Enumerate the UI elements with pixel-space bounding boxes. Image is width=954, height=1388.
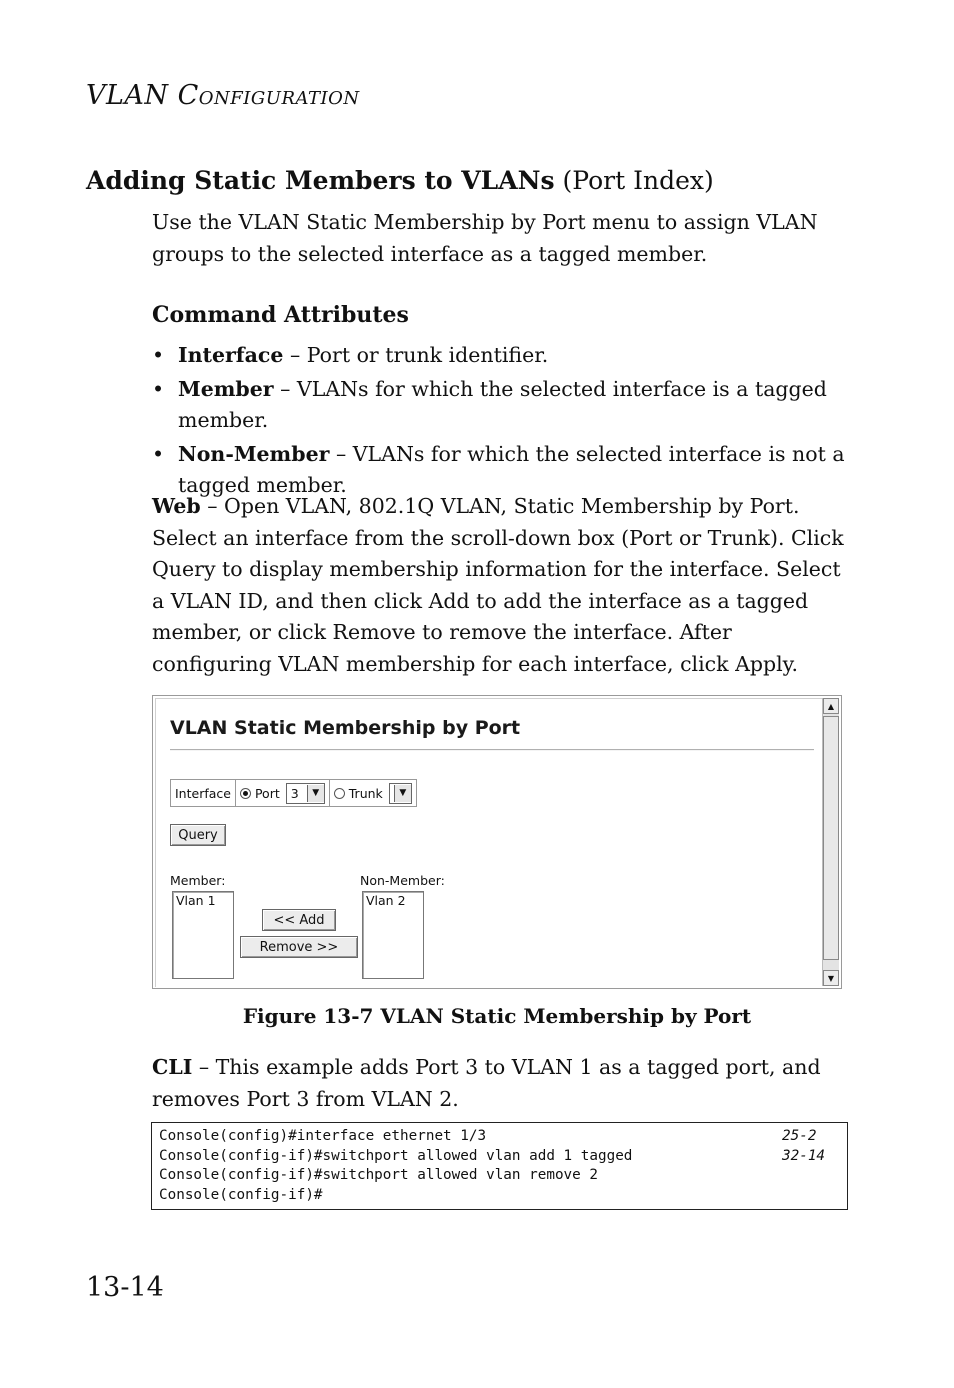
bullet-icon: • (152, 441, 165, 466)
bullet-icon: • (152, 343, 165, 367)
code-line (159, 1127, 840, 1147)
screenshot-frame (152, 695, 842, 989)
running-header-rest: ONFIGURATION (198, 88, 360, 109)
screenshot-title: VLAN Static Membership by Port (170, 717, 521, 739)
scroll-down-icon[interactable]: ▼ (823, 970, 839, 986)
attribute-desc: – VLANs for which the selected interface is not a tagged member. (178, 441, 845, 497)
member-label: Member: (170, 873, 226, 888)
attribute-item-interface (152, 340, 852, 372)
non-member-label: Non-Member: (360, 873, 445, 888)
cli-code-block (151, 1122, 848, 1210)
figure-caption: Figure 13-7 VLAN Static Membership by Port (242, 1004, 752, 1028)
code-command: Console(config-if)# (159, 1186, 323, 1203)
scroll-up-icon[interactable]: ▲ (823, 698, 839, 714)
code-line (159, 1147, 840, 1167)
web-label: Web (152, 494, 201, 518)
section-title (86, 166, 714, 195)
attribute-term: Non-Member (178, 441, 330, 466)
title-divider (170, 749, 814, 751)
attribute-list (152, 340, 852, 504)
list-item[interactable]: Vlan 1 (176, 893, 216, 908)
chevron-down-icon[interactable]: ▼ (394, 785, 411, 802)
cli-paragraph (152, 1052, 852, 1115)
code-command: Console(config-if)#switchport allowed vlan add 1 tagged (159, 1147, 633, 1164)
attribute-term: Interface (178, 343, 284, 367)
list-item[interactable]: Vlan 2 (366, 893, 406, 908)
trunk-option (330, 780, 416, 806)
attribute-item-member (152, 374, 852, 437)
bullet-icon: • (152, 376, 165, 401)
port-radio[interactable] (240, 788, 251, 799)
trunk-select[interactable] (389, 783, 412, 804)
page-number: 13-14 (86, 1272, 164, 1303)
section-title-bold: Adding Static Members to VLANs (86, 166, 555, 195)
web-paragraph (152, 491, 852, 680)
port-label: Port (254, 785, 280, 801)
non-member-listbox[interactable] (362, 891, 424, 979)
web-text: – Open VLAN, 802.1Q VLAN, Static Membership by Port. Select an interface from the scroll-down box (Port or Trunk). Click Query to display membership information for the interface. Select a VLAN ID, and then click Add to add the interface as a tagged member, or click Remove to remove the interface. After configuring VLAN membership for each interface, click Apply. (152, 494, 844, 676)
running-header-lead: VLAN C (86, 80, 199, 111)
code-command: Console(config)#interface ethernet 1/3 (159, 1128, 487, 1144)
screenshot-content (155, 698, 822, 987)
port-option (236, 780, 330, 806)
cli-label: CLI (152, 1055, 193, 1079)
vertical-scrollbar[interactable] (822, 698, 839, 986)
member-listbox[interactable] (172, 891, 234, 979)
running-header (86, 80, 360, 111)
cli-text: – This example adds Port 3 to VLAN 1 as a tagged port, and removes Port 3 from VLAN 2. (152, 1055, 821, 1111)
remove-button[interactable]: Remove >> (240, 936, 358, 958)
chevron-down-icon[interactable]: ▼ (307, 785, 324, 802)
code-command: Console(config-if)#switchport allowed vlan remove 2 (159, 1167, 598, 1183)
code-line (159, 1166, 840, 1186)
trunk-label: Trunk (348, 785, 383, 801)
section-title-plain: (Port Index) (554, 166, 714, 195)
query-button[interactable]: Query (170, 824, 226, 846)
attribute-term: Member (178, 376, 274, 401)
interface-label: Interface (171, 780, 236, 806)
attribute-desc: – Port or trunk identifier. (283, 343, 549, 367)
scroll-thumb[interactable] (823, 716, 839, 960)
code-page-ref: 25-2 (782, 1128, 817, 1144)
port-select-value: 3 (290, 785, 299, 801)
intro-paragraph: Use the VLAN Static Membership by Port menu to assign VLAN groups to the selected interface as a tagged member. (152, 210, 818, 266)
command-attributes-heading: Command Attributes (152, 302, 409, 328)
code-line (159, 1186, 840, 1206)
port-select[interactable] (286, 783, 325, 804)
trunk-radio[interactable] (334, 788, 345, 799)
interface-selector (170, 779, 417, 807)
code-page-ref: 32-14 (782, 1147, 826, 1164)
attribute-desc: – VLANs for which the selected interface is a tagged member. (178, 376, 827, 432)
add-button[interactable]: << Add (262, 909, 336, 931)
